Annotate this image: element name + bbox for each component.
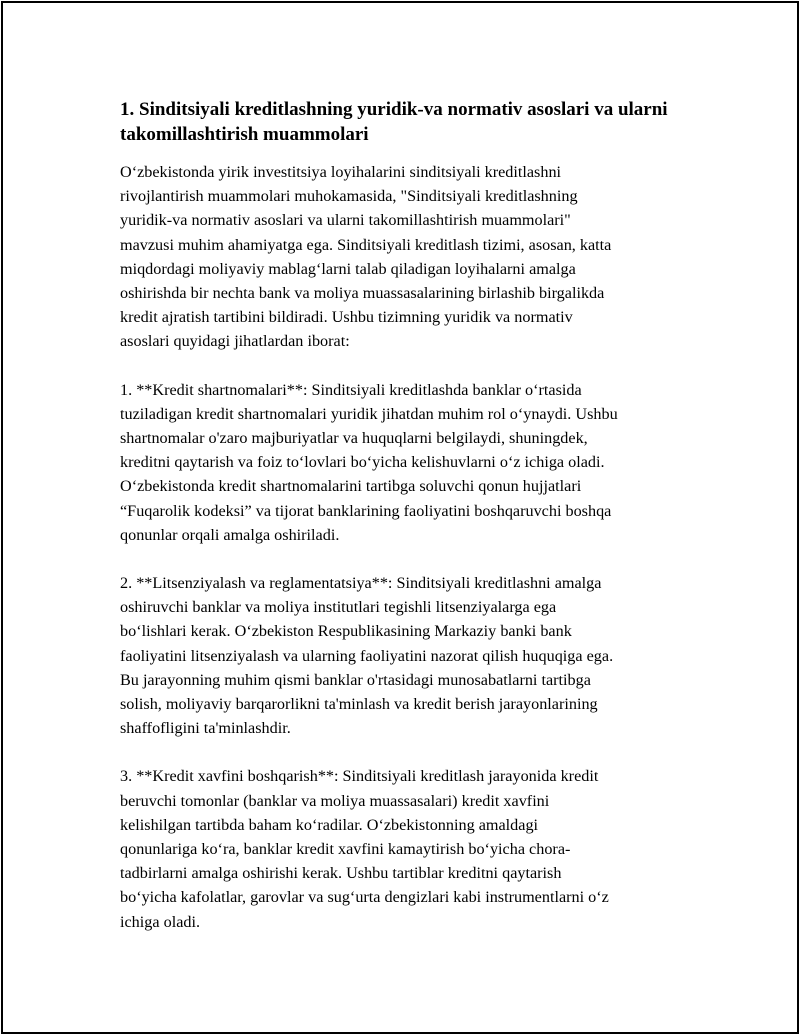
point-3-paragraph: 3. **Kredit xavfini boshqarish**: Sinditsiyali kreditlash jarayonida kredit beruvchi tomonlar (banklar va moliya muassasalari) kredit xavfini kelishilgan tartibda baham ko‘radilar. O‘zbekistonning amaldagi qonunlariga ko‘ra, banklar kredit xavfini kamaytirish bo‘yicha chora- tadbirlarni amalga oshirishi kerak. Ushbu tartiblar kreditni qaytarish bo‘yicha kafolatlar, garovlar va sug‘urta dengizlari kabi instrumentlarni o‘z ichiga oladi. xyxy=(120,767,609,931)
page-frame xyxy=(1,1,799,1034)
point-2-paragraph: 2. **Litsenziyalash va reglamentatsiya**: Sinditsiyali kreditlashni amalga oshiruvchi banklar va moliya institutlari tegishli litsenziyalarga ega bo‘lishlari kerak. O‘zbekiston Respublikasining Markaziy banki bank faoliyatini litsenziyalash va ularning faoliyatini nazorat qilish huquqiga ega. Bu jarayonning muhim qismi banklar o'rtasidagi munosabatlarni tartibga solish, moliyaviy barqarorlikni ta'minlash va kredit berish jarayonlarining shaffofligini ta'minlashdir. xyxy=(120,574,614,738)
intro-paragraph: O‘zbekistonda yirik investitsiya loyihalarini sinditsiyali kreditlashni rivojlantirish muammolari muhokamasida, "Sinditsiyali kreditlashning yuridik-va normativ asoslari va ularni takomillashtirish muammolari" mavzusi muhim ahamiyatga ega. Sinditsiyali kreditlash tizimi, asosan, katta miqdordagi moliyaviy mablag‘larni talab qiladigan loyihalarni amalga oshirishda bir nechta bank va moliya muassasalarining birlashib birgalikda kredit ajratish tartibini bildiradi. Ushbu tizimning yuridik va normativ asoslari quyidagi jihatlardan iborat: xyxy=(120,163,612,351)
document-body xyxy=(120,97,690,934)
section-heading: 1. Sinditsiyali kreditlashning yuridik-va normativ asoslari va ularni takomillashtirish muammolari xyxy=(120,99,668,145)
point-1-paragraph: 1. **Kredit shartnomalari**: Sinditsiyali kreditlashda banklar o‘rtasida tuziladigan kredit shartnomalari yuridik jihatdan muhim rol o‘ynaydi. Ushbu shartnomalar o'zaro majburiyatlar va huquqlarni belgilaydi, shuningdek, kreditni qaytarish va foiz to‘lovlari bo‘yicha kelishuvlarni o‘z ichiga oladi. O‘zbekistonda kredit shartnomalarini tartibga soluvchi qonun hujjatlari “Fuqarolik kodeksi” va tijorat banklarining faoliyatini boshqaruvchi boshqa qonunlar orqali amalga oshiriladi. xyxy=(120,380,618,544)
